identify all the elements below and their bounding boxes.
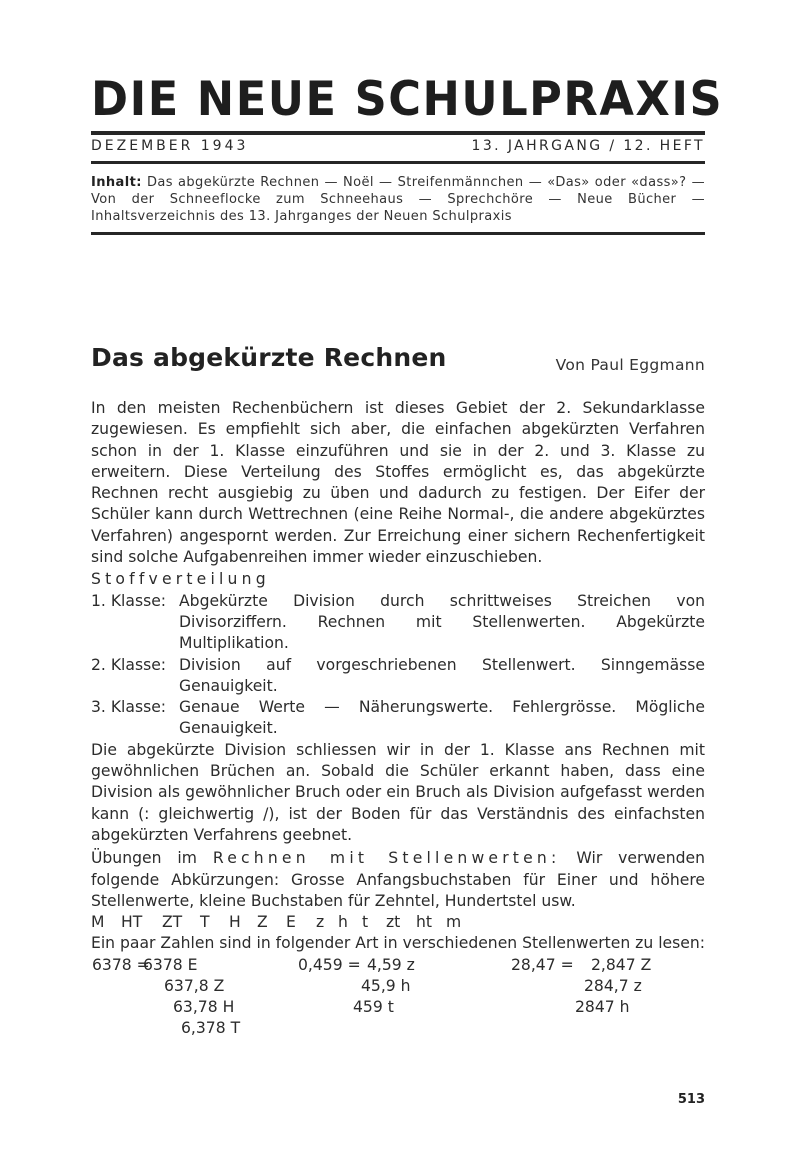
uebungen-prefix: Übungen im <box>91 849 197 868</box>
example-value: 284,7 z <box>584 976 642 995</box>
klasse-text: Division auf vorgeschriebenen Stellenwert. Sinngemässe Genauigkeit. <box>179 655 705 695</box>
klasse-item-2 <box>91 655 705 698</box>
example-value: 459 t <box>353 997 394 1016</box>
example-lhs-1: 6378 = <box>92 955 150 974</box>
abbreviation: t <box>362 913 369 932</box>
example-value: 6378 E <box>143 955 198 974</box>
abbreviation: M <box>91 913 105 932</box>
abbreviation: m <box>446 913 462 932</box>
rule-top <box>91 131 705 135</box>
klasse-label: 1. Klasse: <box>91 591 167 610</box>
intro-paragraph: In den meisten Rechenbüchern ist dieses Gebiet der 2. Sekundarklasse zugewiesen. Es empfiehlt sich aber, die einfachen abgekürzten Verfahren schon in der 1. Klasse einzuführen und sie in der 2. und 3. Klasse zu erweitern. Diese Verteilung des Stoffes ermöglicht es, das abgekürzte Rechnen recht ausgiebig zu üben und dadurch zu festigen. Der Eifer der Schüler kann durch Wettrechnen (eine Reihe Normal-, die andere abgekürztes Verfahren) angespornt werden. Zur Erreichung einer sichern Rechenfertigkeit sind solche Aufgabenreihen immer wieder einzuschieben. <box>91 399 705 567</box>
masthead-title: DIE NEUE SCHULPRAXIS <box>91 72 724 127</box>
page-number: 513 <box>677 1092 705 1107</box>
klasse-text: Genaue Werte — Näherungswerte. Fehlergrösse. Mögliche Genauigkeit. <box>179 698 705 738</box>
article-author: Von Paul Eggmann <box>555 356 705 374</box>
section-heading-stoffverteilung: Stoffverteilung <box>91 570 270 589</box>
uebungen-heading: Rechnen mit Stellenwerten: <box>212 849 561 868</box>
abbreviation: ZT <box>162 913 183 932</box>
example-value: 2,847 Z <box>591 955 652 974</box>
klasse-item-3 <box>91 697 705 740</box>
contents-label: Inhalt: <box>91 175 142 190</box>
issue-date: DEZEMBER 1943 <box>91 138 249 154</box>
issue-line <box>91 138 705 158</box>
klasse-label: 3. Klasse: <box>91 698 167 717</box>
contents-text: Das abgekürzte Rechnen — Noël — Streifenmännchen — «Das» oder «dass»? — Von der Schneeflocke zum Schneehaus — Sprechchöre — Neue Bücher — Inhaltsverzeichnis des 13. Jahrganges der Neuen Schulpraxis <box>91 175 705 224</box>
example-value: 6,378 T <box>181 1018 241 1037</box>
example-value: 45,9 h <box>361 976 411 995</box>
zahlen-intro: Ein paar Zahlen sind in folgender Art in verschiedenen Stellenwerten zu lesen: <box>91 934 705 953</box>
example-value: 63,78 H <box>173 997 235 1016</box>
rule-bottom <box>91 232 705 235</box>
abbreviation: E <box>286 913 296 932</box>
abbreviation: ht <box>416 913 432 932</box>
issue-volume: 13. JAHRGANG / 12. HEFT <box>471 138 705 154</box>
example-value: 4,59 z <box>367 955 415 974</box>
abbreviation: zt <box>386 913 401 932</box>
place-value-examples <box>91 955 705 1041</box>
rule-middle <box>91 161 705 164</box>
abbreviation: HT <box>121 913 143 932</box>
abbreviation: z <box>316 913 325 932</box>
article-title: Das abgekürzte Rechnen <box>91 343 447 372</box>
abbreviation: H <box>229 913 241 932</box>
klasse-text: Abgekürzte Division durch schrittweises Streichen von Divisorziffern. Rechnen mit Stellenwerten. Abgekürzte Multiplikation. <box>179 591 705 653</box>
klasse-item-1 <box>91 591 705 655</box>
uebungen-text: Wir verwenden folgende Abkürzungen: Grosse Anfangsbuchstaben für Einer und höhere Stellenwerte, kleine Buchstaben für Zehntel, Hundertstel usw. <box>91 849 705 910</box>
example-value: 2847 h <box>575 997 630 1016</box>
klasse-label: 2. Klasse: <box>91 655 167 674</box>
example-lhs-2: 0,459 = <box>298 955 361 974</box>
example-value: 637,8 Z <box>164 976 225 995</box>
example-lhs-3: 28,47 = <box>511 955 574 974</box>
table-of-contents <box>91 174 705 225</box>
article-body <box>91 398 705 1041</box>
uebungen-paragraph <box>91 848 705 912</box>
division-paragraph: Die abgekürzte Division schliessen wir in der 1. Klasse ans Rechnen mit gewöhnlichen Brüchen an. Sobald die Schüler erkannt haben, dass eine Division als gewöhnlicher Bruch oder ein Bruch als Division aufgefasst werden kann (: gleichwertig /), ist der Boden für das Verständnis des einfachsten abgekürzten Verfahrens geebnet. <box>91 740 705 844</box>
abbreviation: h <box>338 913 348 932</box>
abbreviation: T <box>200 913 210 932</box>
abbreviation-list <box>91 912 705 933</box>
abbreviation: Z <box>257 913 268 932</box>
